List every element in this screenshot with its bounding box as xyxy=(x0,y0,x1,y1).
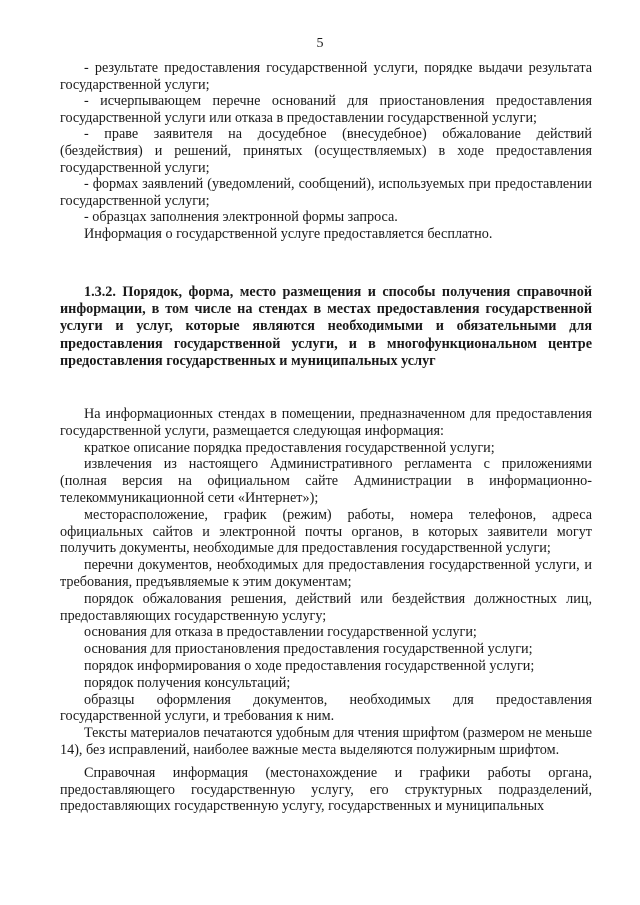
info-list xyxy=(60,60,592,243)
paragraph: Справочная информация (местонахождение и графики работы органа, предоставляющего государственную услугу, его структурных подразделений, предоставляющих государственную услугу, государственных и муниципальных xyxy=(60,764,592,815)
free-of-charge-note: Информация о государственной услуге предоставляется бесплатно. xyxy=(84,225,493,242)
paragraph: месторасположение, график (режим) работы, номера телефонов, адреса официальных сайтов и электронной почты органов, в которых заявители могут получить документы, необходимые для предоставления государственной услуги; xyxy=(60,506,592,557)
paragraph: краткое описание порядка предоставления государственной услуги; xyxy=(84,439,495,456)
paragraph: основания для отказа в предоставлении государственной услуги; xyxy=(84,624,477,641)
list-item: - образцах заполнения электронной формы запроса. xyxy=(84,209,398,226)
page-number: 5 xyxy=(316,36,324,51)
paragraph: перечни документов, необходимых для предоставления государственной услуги, и требования, предъявляемые к этим документам; xyxy=(60,557,592,590)
paragraph: образцы оформления документов, необходимых для предоставления государственной услуги, и требования к ним. xyxy=(60,691,592,725)
paragraph: порядок информирования о ходе предоставления государственной услуги; xyxy=(84,657,535,674)
list-item: - результате предоставления государственной услуги, порядке выдачи результата государственной услуги; xyxy=(60,60,592,93)
section-heading: 1.3.2. Порядок, форма, место размещения и способы получения справочной информации, в том числе на стендах в местах предоставления государственной услуги и услуг, которые являются необходимыми и обязательными для предоставления государственной услуги, и в многофункциональном центре предоставления государственных и муниципальных услуг xyxy=(60,284,592,369)
list-item: - исчерпывающем перечне оснований для приостановления предоставления государственной услуги или отказа в предоставлении государственной услуги; xyxy=(60,93,592,126)
list-item: - формах заявлений (уведомлений, сообщений), используемых при предоставлении государственной услуги; xyxy=(60,176,592,209)
body-text xyxy=(60,406,592,815)
paragraph: основания для приостановления предоставления государственной услуги; xyxy=(84,641,533,658)
paragraph: порядок получения консультаций; xyxy=(84,674,291,691)
list-item: - праве заявителя на досудебное (внесудебное) обжалование действий (бездействия) и решений, принятых (осуществляемых) в ходе предоставления государственной услуги; xyxy=(60,126,592,176)
paragraph: Тексты материалов печатаются удобным для чтения шрифтом (размером не меньше 14), без исправлений, наиболее важные места выделяются полужирным шрифтом. xyxy=(60,725,592,758)
paragraph: порядок обжалования решения, действий или бездействия должностных лиц, предоставляющих государственную услугу; xyxy=(60,590,592,624)
paragraph: извлечения из настоящего Административного регламента с приложениями (полная версия на официальном сайте Администрации в информационно-телекоммуникационной сети «Интернет»); xyxy=(60,456,592,506)
paragraph: На информационных стендах в помещении, предназначенном для предоставления государственной услуги, размещается следующая информация: xyxy=(60,406,592,439)
